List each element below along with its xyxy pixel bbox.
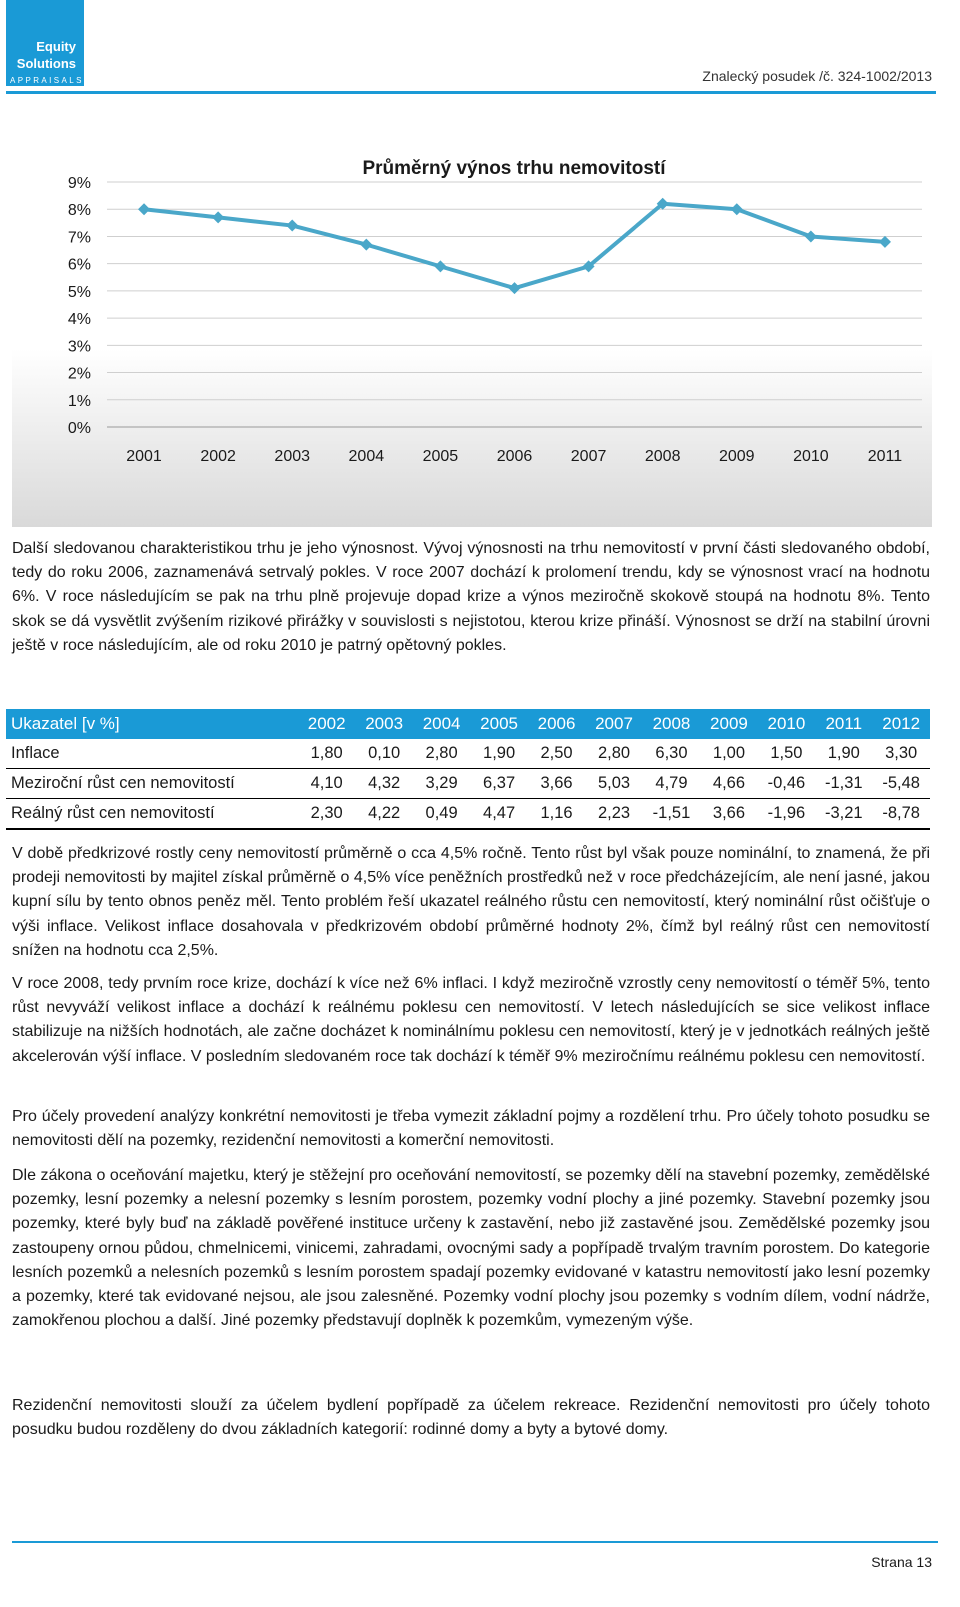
table-cell: 2,30 — [298, 799, 355, 830]
paragraph-price-growth: V době předkrizové rostly ceny nemovitostí průměrně o cca 4,5% ročně. Tento růst byl však pouze nominální, to znamená, že při prodeji nemovitosti by majitel získal průměrně o 4,5% více peněžních prostředků než v roce předcházejícím, ale není jasné, jakou kupní sílu by tento obnos peněz měl. Tento problém řeší ukazatel reálného růstu cen nemovitostí, který nominální růst očišťuje o výši inflace. Velikost inflace dosahovala v předkrizovém období průměrné hodnoty 2%, čímž byl reálný růst cen nemovitostí snížen na hodnotu cca 2,5%. — [12, 845, 930, 959]
row-label: Inflace — [6, 739, 298, 769]
table-header-row — [6, 709, 930, 739]
table-header-cell: 2003 — [355, 709, 412, 739]
row-label: Meziroční růst cen nemovitostí — [6, 769, 298, 799]
table-header-cell: 2009 — [700, 709, 757, 739]
paragraph-market-division: Pro účely provedení analýzy konkrétní nemovitosti je třeba vymezit základní pojmy a rozdělení trhu. Pro účely tohoto posudku se nemovitosti dělí na pozemky, rezidenční nemovitosti a komerční nemovitosti. — [12, 1108, 930, 1150]
data-point — [731, 203, 743, 215]
chart-canvas — [12, 132, 932, 527]
logo-line-3: APPRAISALS — [10, 76, 84, 85]
x-tick-label: 2004 — [348, 448, 385, 465]
table-header-cell: 2006 — [528, 709, 585, 739]
table-cell: 4,22 — [355, 799, 412, 830]
y-tick-label: 8% — [67, 202, 91, 220]
table-cell: -3,21 — [815, 799, 872, 830]
data-point — [434, 260, 446, 272]
table-header-cell: 2010 — [758, 709, 815, 739]
document-reference: Znalecký posudek /č. 324-1002/2013 — [702, 68, 932, 84]
row-label: Reálný růst cen nemovitostí — [6, 799, 298, 830]
y-tick-label: 5% — [67, 283, 91, 301]
series-line — [144, 204, 885, 288]
header-divider — [6, 91, 936, 94]
x-tick-label: 2002 — [200, 448, 236, 465]
table-cell: 1,50 — [758, 739, 815, 769]
x-tick-label: 2008 — [644, 448, 681, 465]
chart-x-axis — [126, 448, 902, 465]
chart-y-axis — [68, 175, 91, 437]
paragraph-land-types: Dle zákona o oceňování majetku, který je stěžejní pro oceňování nemovitostí, se pozemky dělí na stavební pozemky, zemědělské pozemky, lesní pozemky a nelesní pozemky s lesním porostem, pozemky vodní plochy a jiné pozemky. Stavební pozemky jsou pozemky, které byly buď na základě pověřené instituce určeny k zastavění, nebo již zastavěné jsou. Zemědělské pozemky jsou zastoupeny ornou půdou, chmelnicemi, vinicemi, zahradami, ovocnými sady a popřípadě trvalým travním porostem. Do kategorie lesních pozemků a nelesních pozemků s lesním porostem spadají pozemky evidované v katastru nemovitostí jako lesní pozemky a pozemky, které tak evidované nejsou, ale jsou zalesněné. Pozemky vodní plochy jsou pozemky s vodním dílem, vodní nádrže, zamokřenou plochou a další. Jiné pozemky představují doplněk k pozemkům, vymezeným výše. — [12, 1167, 930, 1330]
x-tick-label: 2011 — [867, 448, 903, 465]
table-header-cell: 2002 — [298, 709, 355, 739]
table-cell: 5,03 — [585, 769, 642, 799]
x-tick-label: 2007 — [570, 448, 607, 465]
table-row — [6, 799, 930, 830]
table-cell: 3,66 — [528, 769, 585, 799]
x-tick-label: 2005 — [422, 448, 459, 465]
table-cell: 1,16 — [528, 799, 585, 830]
table-cell: 1,80 — [298, 739, 355, 769]
yield-chart — [12, 132, 932, 527]
data-point — [879, 236, 891, 248]
x-tick-label: 2010 — [793, 448, 829, 465]
chart-title: Průměrný výnos trhu nemovitostí — [362, 158, 666, 179]
table-row — [6, 739, 930, 769]
data-point — [286, 220, 298, 232]
table-cell: -0,46 — [758, 769, 815, 799]
table-cell: -1,96 — [758, 799, 815, 830]
table-header-cell: 2007 — [585, 709, 642, 739]
table-cell: 2,23 — [585, 799, 642, 830]
y-tick-label: 2% — [67, 365, 91, 383]
y-tick-label: 9% — [67, 175, 91, 192]
paragraph-residential: Rezidenční nemovitosti slouží za účelem bydlení popřípadě za účelem rekreace. Rezidenční nemovitosti pro účely tohoto posudku budou rozděleny do dvou základních kategorií: rodinné domy a byty a bytové domy. — [12, 1397, 930, 1439]
data-point — [360, 239, 372, 251]
y-tick-label: 6% — [67, 256, 91, 274]
y-tick-label: 1% — [67, 392, 91, 410]
table-header-cell: 2012 — [872, 709, 930, 739]
table-cell: 4,10 — [298, 769, 355, 799]
company-logo — [6, 0, 84, 86]
table-cell: 0,10 — [355, 739, 412, 769]
table-cell: 6,30 — [643, 739, 700, 769]
table-cell: 3,66 — [700, 799, 757, 830]
chart-series — [138, 198, 891, 294]
page-number: Strana 13 — [871, 1554, 932, 1570]
table-cell: 4,79 — [643, 769, 700, 799]
table-cell: 3,30 — [872, 739, 930, 769]
table-cell: -1,31 — [815, 769, 872, 799]
logo-line-2: Solutions — [16, 56, 76, 71]
table-cell: 4,47 — [470, 799, 527, 830]
table-header-cell: 2004 — [413, 709, 470, 739]
table-header-cell: Ukazatel [v %] — [6, 709, 298, 739]
data-point — [805, 230, 817, 242]
table-cell: 2,80 — [585, 739, 642, 769]
data-point — [138, 203, 150, 215]
y-tick-label: 0% — [67, 420, 91, 437]
table-cell: 2,50 — [528, 739, 585, 769]
table-header-cell: 2008 — [643, 709, 700, 739]
paragraph-yield: Další sledovanou charakteristikou trhu je jeho výnosnost. Vývoj výnosnosti na trhu nemovitostí v první části sledovaného období, tedy do roku 2006, zaznamenává setrvalý pokles. V roce 2007 dochází k prolomení trendu, kdy se výnosnost vrací na hodnotu 6%. V roce následujícím se pak na trhu plně projevuje dopad krize a výnos meziročně skokově stoupá na hodnotu 8%. Tento skok se dá vysvětlit zvýšením rizikové přirážky v souvislosti s nejistotou, kterou krize přináší. Výnosnost se drží na stabilní úrovni ještě v roce následujícím, ale od roku 2010 je patrný opětovný pokles. — [12, 540, 930, 654]
table-cell: 3,29 — [413, 769, 470, 799]
table-cell: -8,78 — [872, 799, 930, 830]
data-point — [509, 282, 521, 294]
y-tick-label: 3% — [67, 338, 91, 356]
table-cell: 1,90 — [470, 739, 527, 769]
paragraph-crisis-inflation: V roce 2008, tedy prvním roce krize, dochází k více než 6% inflaci. I když meziročně vzrostly ceny nemovitostí o téměř 5%, tento růst nevyváží velikost inflace a dochází k reálnému poklesu cen nemovitostí. V letech následujících se sice velikost inflace stabilizuje na nižších hodnotách, ale začne docházet k nominálnímu poklesu cen nemovitostí, který je v jednotkách reálných ještě akcelerován výší inflace. V posledním sledovaném roce tak dochází k téměř 9% meziročnímu reálnému poklesu cen nemovitostí. — [12, 975, 930, 1065]
table-row — [6, 769, 930, 799]
indicators-table — [6, 709, 930, 830]
x-tick-label: 2003 — [274, 448, 311, 465]
table-cell: 0,49 — [413, 799, 470, 830]
table-cell: 2,80 — [413, 739, 470, 769]
table-cell: 6,37 — [470, 769, 527, 799]
x-tick-label: 2006 — [496, 448, 533, 465]
table-cell: 4,66 — [700, 769, 757, 799]
logo-line-1: Equity — [36, 39, 76, 54]
x-tick-label: 2009 — [718, 448, 755, 465]
y-tick-label: 7% — [67, 229, 91, 247]
footer-divider — [12, 1541, 938, 1543]
table-header-cell: 2005 — [470, 709, 527, 739]
x-tick-label: 2001 — [126, 448, 162, 465]
table-cell: 1,90 — [815, 739, 872, 769]
table-header-cell: 2011 — [815, 709, 872, 739]
data-point — [212, 211, 224, 223]
table-cell: 1,00 — [700, 739, 757, 769]
table-cell: -1,51 — [643, 799, 700, 830]
y-tick-label: 4% — [67, 311, 91, 329]
table-cell: -5,48 — [872, 769, 930, 799]
table-cell: 4,32 — [355, 769, 412, 799]
